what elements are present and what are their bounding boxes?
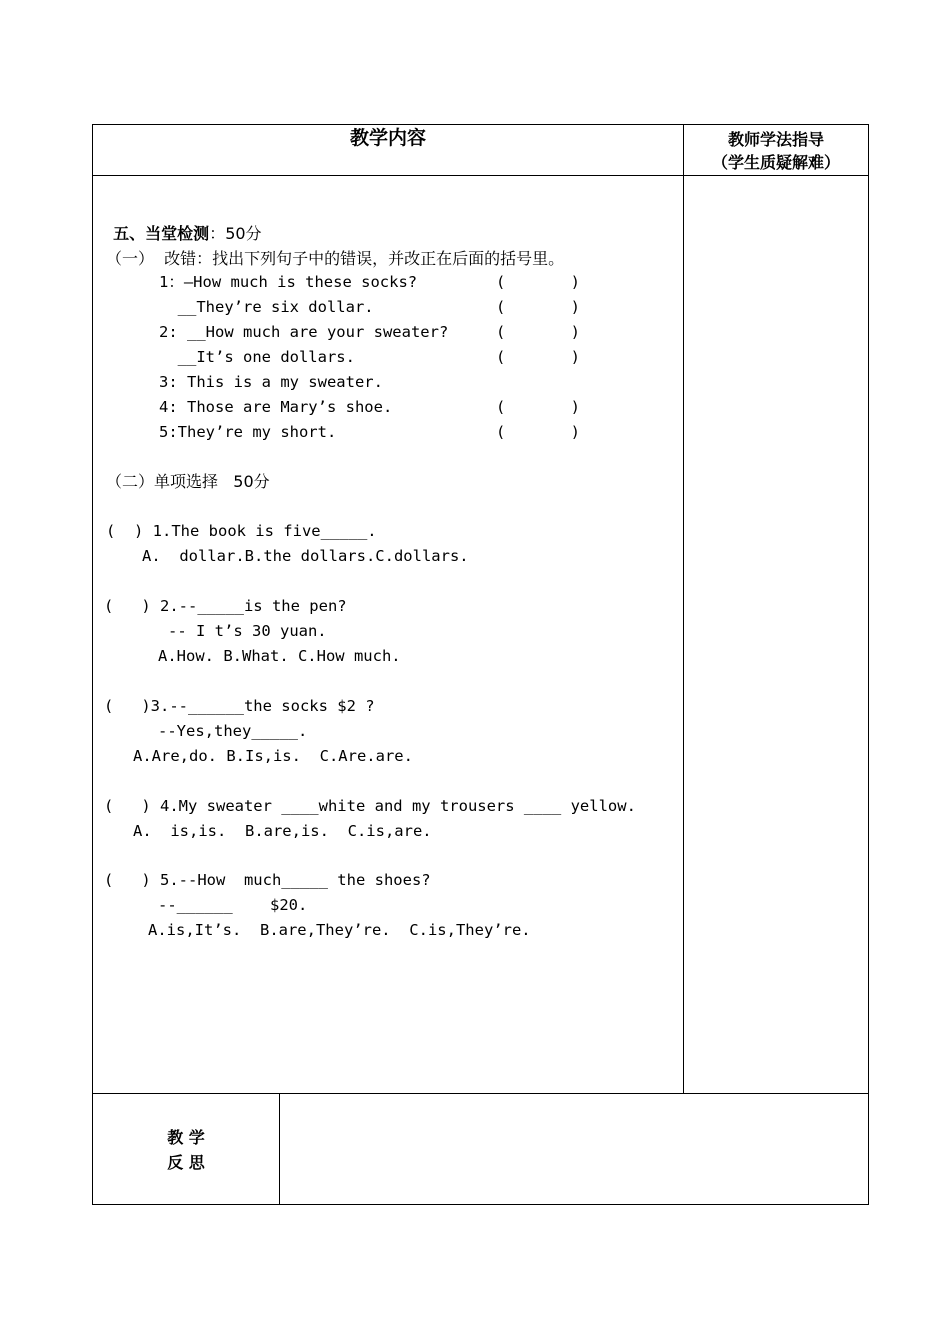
part1-bracket: ( ) bbox=[496, 273, 580, 291]
part1-bracket: ( ) bbox=[496, 298, 580, 316]
part2-heading: （二）单项选择 50分 bbox=[106, 472, 270, 491]
part1-line: 1：—How much is these socks? bbox=[159, 273, 418, 291]
part1-bracket: ( ) bbox=[496, 398, 580, 416]
question-4-options: A. is,is. B.are,is. C.is,are. bbox=[133, 822, 432, 840]
part1-line: 2: __How much are your sweater? bbox=[159, 323, 449, 341]
part1-line: 3: This is a my sweater. bbox=[159, 373, 383, 391]
part1-bracket: ( ) bbox=[496, 323, 580, 341]
part1-heading: （一） 改错：找出下列句子中的错误，并改正在后面的括号里。 bbox=[106, 249, 565, 268]
section-title bbox=[103, 196, 262, 246]
part1-line: 5:They’re my short. bbox=[159, 423, 337, 441]
question-2-answer: -- I t’s 30 yuan. bbox=[168, 622, 327, 640]
question-5-answer: --______ $20. bbox=[158, 896, 308, 914]
question-3-answer: --Yes,they_____. bbox=[158, 722, 308, 740]
reflection-area[interactable] bbox=[280, 1094, 868, 1204]
question-1: ( ) 1.The book is five_____. bbox=[106, 522, 377, 540]
question-3-options: A.Are,do. B.Is,is. C.Are.are. bbox=[133, 747, 413, 765]
section-title-bold: 五、当堂检测 bbox=[113, 224, 210, 243]
guide-subheader: （学生质疑解难） bbox=[711, 153, 840, 172]
question-4: ( ) 4.My sweater ____white and my trousers ____ yellow. bbox=[104, 797, 636, 815]
part1-line: __They’re six dollar. bbox=[159, 298, 374, 316]
question-5: ( ) 5.--How much_____ the shoes? bbox=[104, 871, 431, 889]
question-2-options: A.How. B.What. C.How much. bbox=[158, 647, 401, 665]
guide-header: 教师学法指导 bbox=[727, 130, 824, 149]
question-5-options: A.is,It’s. B.are,They’re. C.is,They’re. bbox=[148, 921, 531, 939]
reflection-label-line2: 反 思 bbox=[167, 1153, 205, 1172]
header-divider bbox=[92, 175, 869, 176]
question-2: ( ) 2.--_____is the pen? bbox=[104, 597, 347, 615]
content-header: 教学内容 bbox=[349, 127, 426, 149]
section-title-score: ：50分 bbox=[209, 224, 262, 243]
reflection-label-line1: 教 学 bbox=[167, 1128, 205, 1147]
part1-bracket: ( ) bbox=[496, 423, 580, 441]
question-3: ( )3.--______the socks $2 ? bbox=[104, 697, 375, 715]
part1-bracket: ( ) bbox=[496, 348, 580, 366]
part1-line: 4: Those are Mary’s shoe. bbox=[159, 398, 393, 416]
question-1-options: A. dollar.B.the dollars.C.dollars. bbox=[142, 547, 469, 565]
part1-line: __It’s one dollars. bbox=[159, 348, 355, 366]
column-divider bbox=[683, 124, 684, 1094]
